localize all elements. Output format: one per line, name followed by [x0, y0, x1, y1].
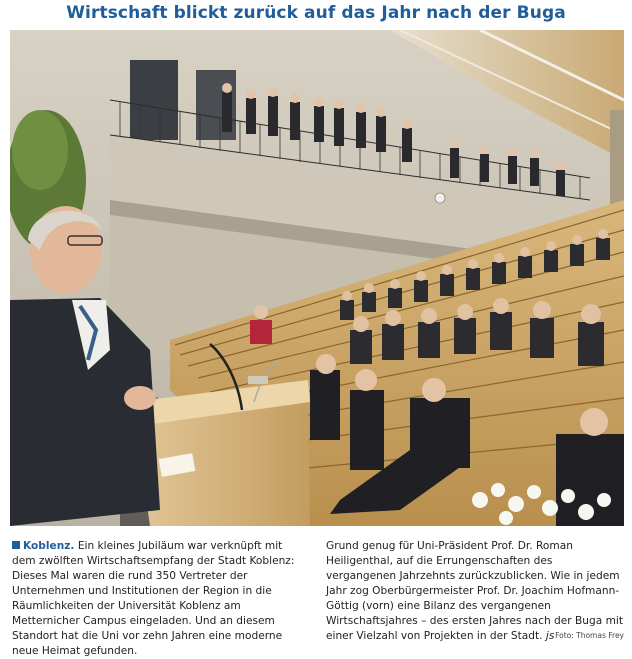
- caption-right-text: Grund genug für Uni-Präsident Prof. Dr. Roman Heiligenthal, auf die Errungenschaften des vergangenen Jahrzehnts zurückzublicken. Wie in jedem Jahr zog Oberbürgermeister Prof. Dr. Joachim Hofmann-Göttig (vorn) eine Bilanz des vergangenen Wirtschaftsjahres – des ersten Jahres nach der Buga mit einer Vielzahl von Projekten in der Stadt.: [326, 540, 623, 642]
- photo-illustration: [10, 30, 624, 526]
- caption-right-column: [326, 539, 624, 644]
- lecture-hall-photo: [10, 30, 624, 526]
- headline: Wirtschaft blickt zurück auf das Jahr nach der Buga: [66, 3, 566, 23]
- lead-square-icon: [12, 541, 20, 549]
- caption-left-column: [12, 539, 306, 659]
- caption-left-text: Ein kleines Jubiläum war verknüpft mit dem zwölften Wirtschaftsempfang der Stadt Koblenz: Dieses Mal waren die rund 350 Vertreter der Unternehmen und Institutionen der Region in die Räumlichkeiten der Universität Koblenz am Metternicher Campus eingeladen. Und an diesem Standort hat die Uni vor zehn Jahren eine moderne neue Heimat gefunden.: [12, 540, 295, 657]
- caption-kicker: Koblenz.: [23, 540, 75, 552]
- photo-credit: Foto: Thomas Frey: [555, 631, 624, 640]
- author-initials: js: [545, 630, 555, 642]
